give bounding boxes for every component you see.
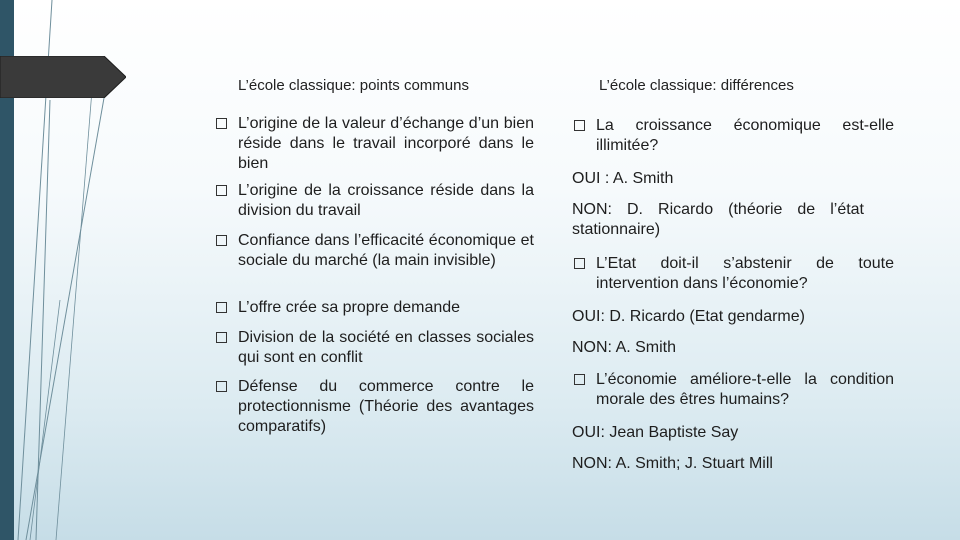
question-text: L’Etat doit-il s’abstenir de toute intervention dans l’économie? [596,255,894,292]
question-item [574,254,894,294]
list-item-text: L’offre crée sa propre demande [238,299,461,316]
title-tab-shape [0,56,126,98]
list-item [216,377,534,437]
heading-differences: L’école classique: différences [599,77,794,94]
list-item [216,328,534,368]
list-item-text: Défense du commerce contre le protectionnisme (Théorie des avantages comparatifs) [238,378,534,435]
checkbox-bullet-icon [574,258,585,269]
checkbox-bullet-icon [216,332,227,343]
list-item [216,181,534,221]
list-item-text: Confiance dans l’efficacité économique et sociale du marché (la main invisible) [238,232,534,269]
question-item [574,116,894,156]
heading-points-communs: L’école classique: points communs [238,77,469,94]
checkbox-bullet-icon [216,235,227,246]
question-text: La croissance économique est-elle illimitée? [596,117,894,154]
answer-oui: OUI: Jean Baptiste Say [572,424,739,441]
answer-non: NON: A. Smith; J. Stuart Mill [572,455,773,472]
checkbox-bullet-icon [216,302,227,313]
question-item [574,370,894,410]
list-item-text: L’origine de la valeur d’échange d’un bien réside dans le travail incorporé dans le bien [238,115,534,172]
checkbox-bullet-icon [574,374,585,385]
checkbox-bullet-icon [216,381,227,392]
list-item [216,114,534,174]
answer-non: NON: A. Smith [572,339,677,356]
list-item [216,298,534,318]
answer-non: NON: D. Ricardo (théorie de l’état stationnaire) [572,201,864,238]
answer-oui: OUI : A. Smith [572,170,674,187]
checkbox-bullet-icon [216,118,227,129]
list-item [216,231,534,271]
checkbox-bullet-icon [574,120,585,131]
list-item-text: Division de la société en classes sociales qui sont en conflit [238,329,534,366]
question-text: L’économie améliore-t-elle la condition morale des êtres humains? [596,371,894,408]
list-item-text: L’origine de la croissance réside dans la division du travail [238,182,534,219]
answer-oui: OUI: D. Ricardo (Etat gendarme) [572,308,805,325]
checkbox-bullet-icon [216,185,227,196]
